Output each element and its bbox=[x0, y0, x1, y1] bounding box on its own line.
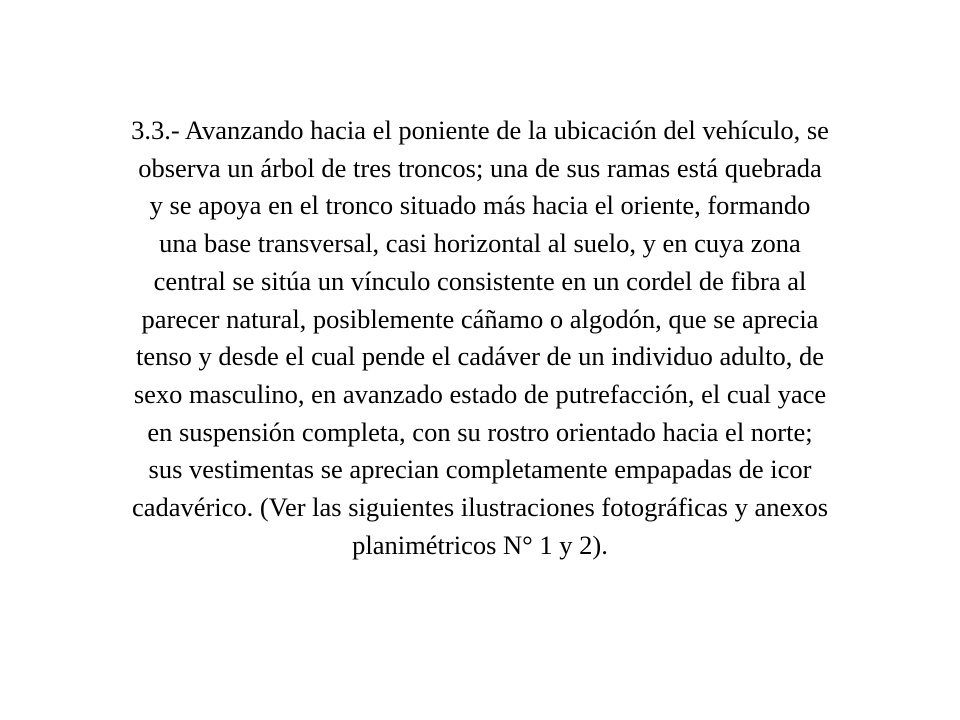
paragraph-line-11: cadavérico. (Ver las siguientes ilustraciones fotográficas y anexos bbox=[131, 492, 829, 523]
paragraph-line-6: parecer natural, posiblemente cáñamo o algodón, que se aprecia bbox=[141, 303, 819, 334]
paragraph-line-3: y se apoya en el tronco situado más hacia el oriente, formando bbox=[149, 190, 811, 221]
paragraph-line-4: una base transversal, casi horizontal al suelo, y en cuya zona bbox=[159, 228, 801, 259]
paragraph-line-5: central se sitúa un vínculo consistente en un cordel de fibra al bbox=[153, 265, 807, 296]
paragraph-line-1: 3.3.- Avanzando hacia el poniente de la ubicación del vehículo, se bbox=[131, 115, 829, 145]
body-paragraph bbox=[60, 112, 900, 564]
paragraph-line-7: tenso y desde el cual pende el cadáver de un individuo adulto, de bbox=[135, 341, 825, 372]
paragraph-line-12: planimétricos N° 1 y 2). bbox=[352, 529, 608, 560]
paragraph-line-9: en suspensión completa, con su rostro orientado hacia el norte; bbox=[147, 416, 813, 447]
paragraph-line-10: sus vestimentas se aprecian completamente empapadas de icor bbox=[148, 454, 812, 485]
paragraph-line-2: observa un árbol de tres troncos; una de sus ramas está quebrada bbox=[138, 152, 822, 183]
paragraph-line-8: sexo masculino, en avanzado estado de putrefacción, el cual yace bbox=[133, 378, 827, 409]
